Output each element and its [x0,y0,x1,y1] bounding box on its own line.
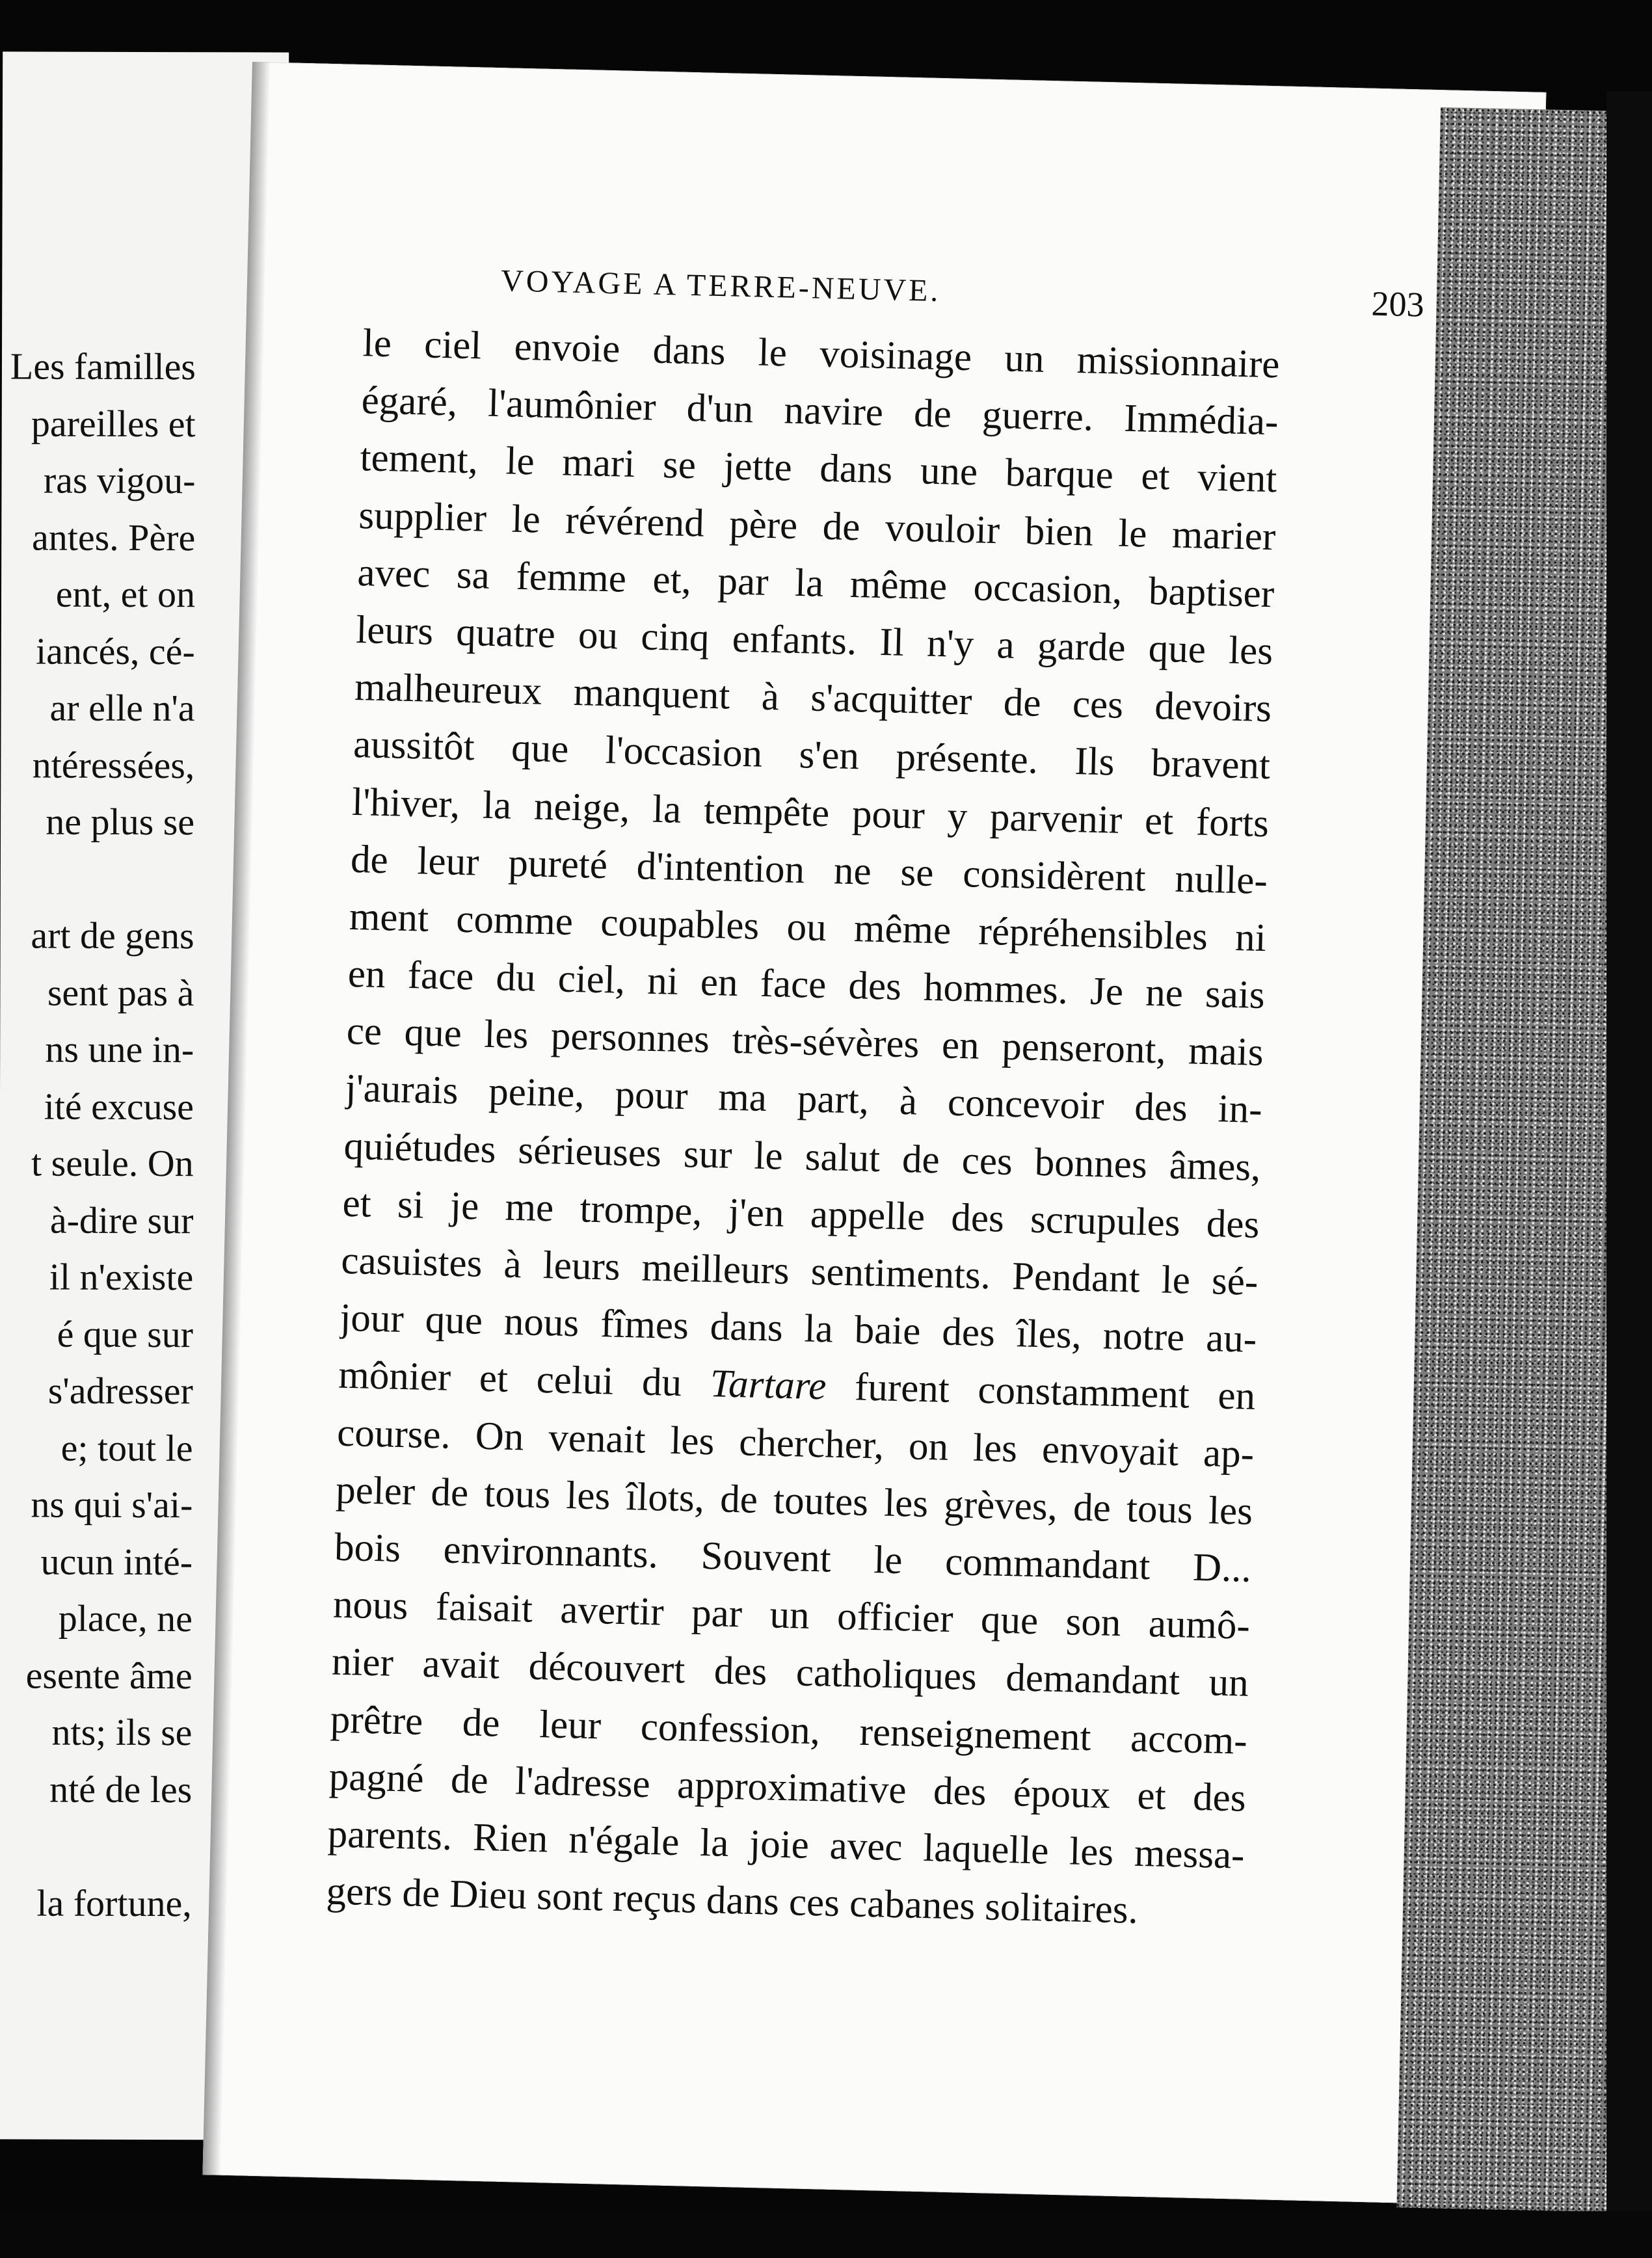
text-line: égaré, l'aumônier d'un navire de guerre. Immédia- [360,379,1279,444]
text-line: parents. Rien n'égale la joie avec laquelle les messa- [327,1812,1246,1878]
left-line: é que sur [57,1312,194,1355]
text-line: nous faisait avertir par un officier que son aumô- [332,1582,1251,1648]
left-page-text [7,338,196,1932]
text-line: en face du ciel, ni en face des hommes. Je ne sais [347,951,1266,1018]
left-line: esente âme [25,1654,193,1697]
text-line: jour que nous fîmes dans la baie des îles, notre au- [339,1295,1257,1362]
scan-border-right [1606,91,1652,2258]
text-segment: mônier et celui du [338,1353,682,1405]
text-line: ce que les personnes très-sévères en penseront, mais [346,1009,1264,1075]
left-line: nté de les [49,1768,193,1811]
left-line: place, ne [58,1597,193,1640]
left-line: ras vigou- [43,458,196,502]
text-line: de leur pureté d'intention ne se considèrent nulle- [350,837,1268,903]
text-line: le ciel envoie dans le voisinage un missionnaire [362,321,1281,387]
text-line: l'hiver, la neige, la tempête pour y parvenir et forts [351,780,1270,845]
left-paragraph-gap [7,1817,192,1874]
left-line: à-dire sur [49,1199,194,1242]
text-line: peler de tous les îlots, de toutes les grèves, de tous les [335,1468,1253,1534]
text-line: leurs quatre ou cinq enfants. Il n'y a garde que les [355,607,1273,674]
text-line: avec sa femme et, par la même occasion, baptiser [356,550,1275,616]
left-line: pareilles et [31,402,196,445]
left-line: ns qui s'ai- [31,1483,193,1526]
text-line: prêtre de leur confession, renseignement accom- [330,1697,1248,1763]
right-page [202,62,1546,2205]
left-line: Les familles [10,345,196,388]
left-line: art de gens [31,914,194,957]
text-line: tement, le mari se jette dans une barque et vient [359,436,1278,501]
left-line: s'adresser [47,1369,193,1413]
text-segment: furent constamment en [854,1365,1256,1419]
text-line: course. On venait les chercher, on les envoyait ap- [336,1411,1255,1476]
left-line: la fortune, [36,1881,192,1924]
ship-name-italic: Tartare [710,1362,827,1409]
text-line: nier avait découvert des catholiques demandant un [331,1640,1249,1706]
text-line: gers de Dieu sont reçus dans ces cabanes solitaires. [325,1869,1139,1932]
text-line: malheureux manquent à s'acquitter de ces devoirs [354,665,1272,731]
text-line: pagné de l'adresse approximative des époux et des [328,1755,1247,1820]
text-line: casuistes à leurs meilleurs sentiments. Pendant le sé- [340,1238,1259,1304]
left-line: nts; ils se [51,1710,193,1754]
text-line: ment comme coupables ou même répréhensibles ni [349,894,1267,960]
body-text [326,315,1281,1942]
text-line: aussitôt que l'occasion s'en présente. Ils bravent [353,723,1271,788]
left-line: ucun inté- [40,1540,193,1583]
text-line: et si je me trompe, j'en appelle des scrupules des [341,1181,1260,1247]
left-line: sent pas à [47,971,194,1014]
left-line: iancés, cé- [35,630,195,672]
page-number: 203 [1371,284,1425,325]
left-line: antes. Père [31,516,196,559]
scan-border-bottom [0,2211,1652,2258]
running-title: VOYAGE A TERRE-NEUVE. [500,263,942,309]
text-line: quiétudes sérieuses sur le salut de ces bonnes âmes, [343,1124,1262,1189]
left-line: ar elle n'a [49,686,195,730]
left-line: ntéressées, [32,743,195,786]
left-line: ent, et on [55,572,196,616]
left-line: il n'existe [49,1255,194,1299]
text-line: bois environnants. Souvent le commandant D... [334,1525,1252,1591]
left-line: ité excuse [44,1085,194,1128]
left-line: ns une in- [45,1028,194,1071]
text-line: j'aurais peine, pour ma part, à concevoir des in- [345,1067,1263,1132]
left-line: t seule. On [31,1141,194,1185]
left-line: ne plus se [46,800,195,843]
text-line: supplier le révérend père de vouloir bien le marier [358,493,1277,559]
left-paragraph-gap [9,850,194,907]
left-line: e; tout le [60,1426,193,1469]
